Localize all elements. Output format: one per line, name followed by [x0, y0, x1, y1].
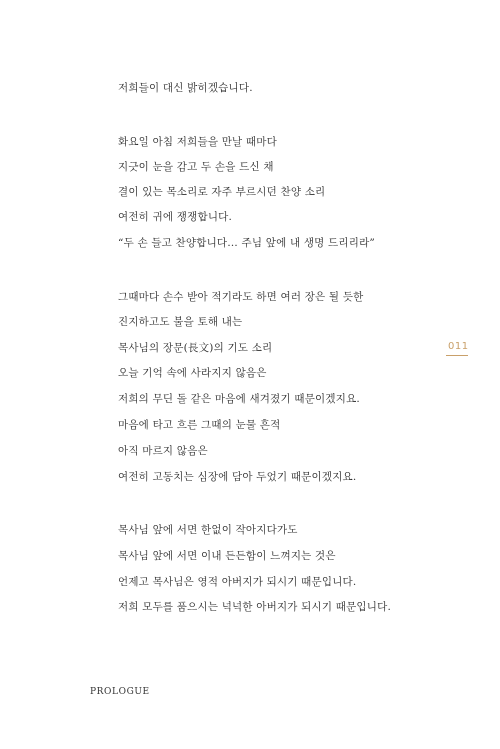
body-line: 여전히 귀에 쟁쟁합니다. — [118, 211, 233, 223]
body-line: 마음에 타고 흐른 그때의 눈물 흔적 — [118, 419, 281, 431]
body-line: 지긋이 눈을 감고 두 손을 드신 채 — [118, 161, 274, 173]
body-line: 여전히 고동치는 심장에 담아 두었기 때문이겠지요. — [118, 471, 357, 483]
body-line: 화요일 아침 저희들을 만날 때마다 — [118, 136, 277, 148]
page-number: 011 — [448, 341, 469, 352]
body-line: 결이 있는 목소리로 자주 부르시던 찬양 소리 — [118, 186, 326, 198]
body-line: 오늘 기억 속에 사라지지 않음은 — [118, 367, 267, 379]
body-line: 저희의 무딘 돌 같은 마음에 새겨졌기 때문이겠지요. — [118, 393, 360, 405]
body-line: 목사님 앞에 서면 한없이 작아지다가도 — [118, 524, 298, 536]
body-line: 아직 마르지 않음은 — [118, 445, 208, 457]
body-line: 언제고 목사님은 영적 아버지가 되시기 때문입니다. — [118, 576, 357, 588]
body-line: 저희 모두를 품으시는 넉넉한 아버지가 되시기 때문입니다. — [118, 601, 391, 613]
body-line: 진지하고도 불을 토해 내는 — [118, 316, 243, 328]
body-line: 목사님 앞에 서면 이내 든든함이 느껴지는 것은 — [118, 550, 336, 562]
body-line: 그때마다 손수 받아 적기라도 하면 여러 장은 될 듯한 — [118, 291, 364, 303]
page-number-rule — [446, 355, 468, 356]
body-line: “두 손 들고 찬양합니다… 주님 앞에 내 생명 드리리라” — [118, 237, 375, 249]
body-line: 목사님의 장문(長文)의 기도 소리 — [118, 342, 273, 354]
running-footer: PROLOGUE — [90, 687, 150, 697]
body-line: 저희들이 대신 밝히겠습니다. — [118, 82, 253, 94]
